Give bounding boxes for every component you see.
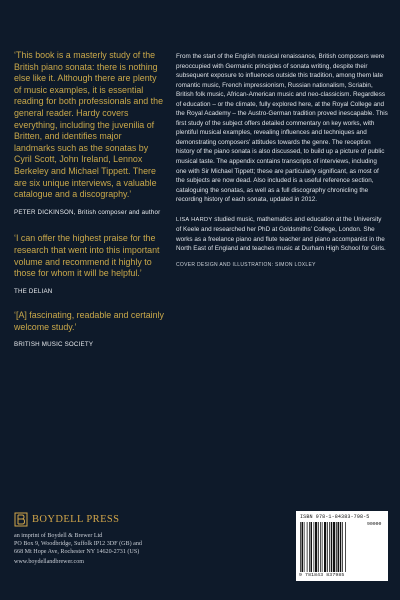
review-attribution: THE DELIAN: [14, 287, 53, 295]
publisher-address-line: an imprint of Boydell & Brewer Ltd: [14, 533, 103, 539]
barcode-bars-icon: [300, 522, 364, 572]
publisher-address: [14, 532, 184, 556]
review-quotes: [14, 50, 164, 350]
author-bio-text: studied music, mathematics and education at the University of Keele and researched her PhD at Goldsmiths’ College, London. She works as a freelance piano and flute teacher and piano accompanist in the North East of England and teaches music at Durham High School for Girls.: [176, 215, 386, 253]
publisher-website: www.boydellandbrewer.com: [14, 559, 84, 566]
review-quote: ‘This book is a masterly study of the British piano sonata: there is nothing else like it. Although there are plenty of music examples, it is essential reading for both professionals and the general reader. Hardy covers everything, including the juvenilia of Britten, and identifies major landmarks such as the sonatas by Cyril Scott, John Ireland, Lennox Berkeley and Michael Tippett. There are six unique interviews, a valuable catalogue and a discography.’: [14, 50, 164, 200]
review-quote: ‘I can offer the highest praise for the research that went into this important volume and recommend it highly to those for whom it will be helpful.’: [14, 233, 160, 279]
publisher-logo: [14, 512, 184, 527]
isbn-number: ISBN 978-1-84383-798-5: [300, 514, 370, 520]
review-attribution: BRITISH MUSIC SOCIETY: [14, 341, 94, 349]
publisher-name: BOYDELL PRESS: [32, 514, 120, 525]
review-attribution: PETER DICKINSON, British composer and author: [14, 208, 161, 216]
price-code: 90000: [367, 522, 382, 527]
book-description: From the start of the English musical renaissance, British composers were preoccupied with Germanic principles of sonata writing, despite their subsequent exposure to influences outside this tradition, among them late romantic music, French impressionism, Russian nationalism, Scriabin, British folk music, African-American music and neo-classicism. Regardless of education – or the climate, fully explored here, at the Royal College and the Royal Academy – the Austro-German tradition proved inescapable. This first study of the subject offers detailed commentary on key works, with plentiful musical examples, revealing influences and techniques and demonstrating composers’ attitudes towards the genre. The reception history of the piano sonata is also discussed, to build up a picture of public musical taste. The appendix contains transcripts of interviews, including one with Sir Michael Tippett; these are particularly significant, as most of the subjects are now dead. Also included is a useful reference section, cataloguing the sonatas, as well as a full discography chronicling the recording history of each sonata, updated in 2012.: [176, 53, 388, 204]
publisher-address-line: PO Box 9, Woodbridge, Suffolk IP12 3DF (GB) and: [14, 541, 142, 548]
isbn-barcode: [296, 511, 388, 581]
cover-credit: COVER DESIGN AND ILLUSTRATION: SIMON LOXLEY: [176, 261, 316, 268]
publisher-address-line: 668 Mt Hope Ave, Rochester NY 14620-2731 (US): [14, 549, 140, 556]
barcode-digits: 9 781843 837985: [299, 573, 345, 578]
review-quote: ‘[A] fascinating, readable and certainly welcome study.’: [14, 310, 164, 332]
author-name: LISA HARDY: [176, 216, 213, 223]
publisher-block: [14, 512, 184, 565]
book-description-column: [176, 52, 388, 268]
publisher-emblem-icon: [14, 512, 28, 527]
author-bio: [176, 215, 388, 254]
